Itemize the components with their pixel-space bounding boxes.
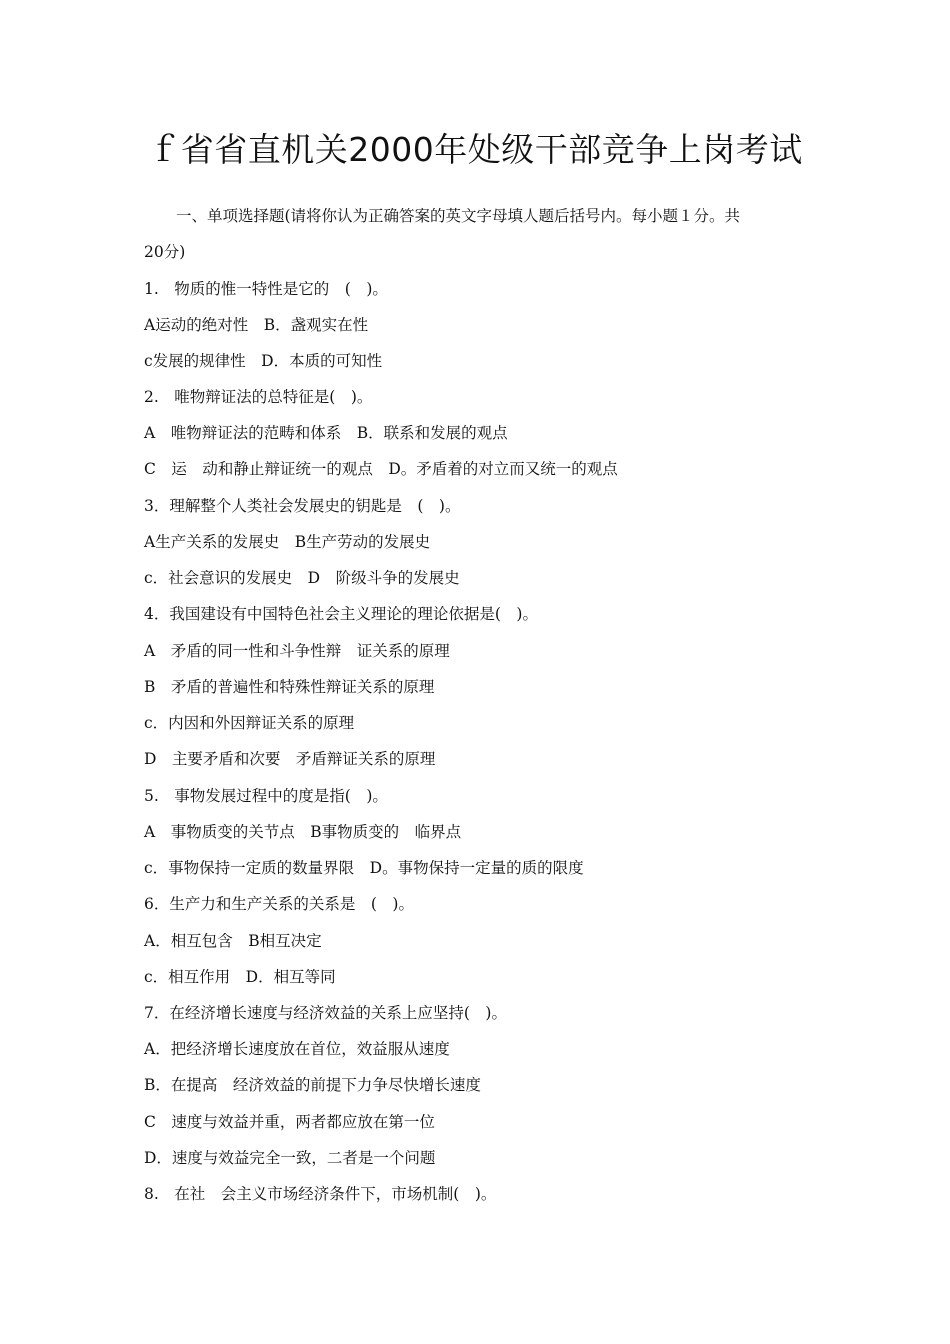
question-4-option-c: c．内因和外因辩证关系的原理 xyxy=(144,714,355,732)
question-3-options-ab: A生产关系的发展史 B生产劳动的发展史 xyxy=(144,533,431,551)
question-7-option-b: B．在提高 经济效益的前提下力争尽快增长速度 xyxy=(144,1076,481,1094)
question-4-option-d: D 主要矛盾和次要 矛盾辩证关系的原理 xyxy=(144,750,436,768)
question-6: 6．生产力和生产关系的关系是 ( )。 xyxy=(144,895,414,913)
document-title: ｆ省省直机关2000年处级干部竞争上岗考试 xyxy=(147,130,803,169)
question-5: 5. 事物发展过程中的度是指( )。 xyxy=(144,787,388,805)
question-4-option-b: B 矛盾的普遍性和特殊性辩证关系的原理 xyxy=(144,678,435,696)
question-7-option-c: C 速度与效益并重，两者都应放在第一位 xyxy=(144,1113,435,1131)
question-5-options-ab: A 事物质变的关节点 B事物质变的 临界点 xyxy=(144,823,462,841)
question-2: 2. 唯物辩证法的总特征是( )。 xyxy=(144,388,373,406)
question-4-option-a: A 矛盾的同一性和斗争性辩 证关系的原理 xyxy=(144,642,450,660)
question-3: 3．理解整个人类社会发展史的钥匙是 ( )。 xyxy=(144,497,461,515)
question-1: 1. 物质的惟一特性是它的 ( )。 xyxy=(144,280,388,298)
question-3-options-cd: c．社会意识的发展史 D 阶级斗争的发展史 xyxy=(144,569,460,587)
question-1-options-ab: A运动的绝对性 B．盏观实在性 xyxy=(144,316,369,334)
question-1-options-cd: c发展的规律性 D．本质的可知性 xyxy=(144,352,383,370)
question-6-options-ab: A．相互包含 B相互决定 xyxy=(144,932,322,950)
question-2-options-ab: A 唯物辩证法的范畴和体系 B．联系和发展的观点 xyxy=(144,424,508,442)
question-5-options-cd: c．事物保持一定质的数量界限 D。事物保持一定量的质的限度 xyxy=(144,859,584,877)
question-7: 7．在经济增长速度与经济效益的关系上应坚持( )。 xyxy=(144,1004,507,1022)
section-heading-line-2: 20分) xyxy=(144,243,186,261)
question-7-option-d: D．速度与效益完全一致，二者是一个问题 xyxy=(144,1149,436,1167)
question-8: 8. 在社 会主义市场经济条件下，市场机制( )。 xyxy=(144,1185,497,1203)
question-7-option-a: A．把经济增长速度放在首位，效益服从速度 xyxy=(144,1040,450,1058)
question-6-options-cd: c．相互作用 D．相互等同 xyxy=(144,968,336,986)
question-4: 4．我国建设有中国特色社会主义理论的理论依据是( )。 xyxy=(144,605,538,623)
section-heading-line-1: 一、单项选择题(请将你认为正确答案的英文字母填人题后括号内。每小题１分。共 xyxy=(176,207,741,225)
question-2-options-cd: C 运 动和静止辩证统一的观点 D。矛盾着的对立而又统一的观点 xyxy=(144,460,618,478)
